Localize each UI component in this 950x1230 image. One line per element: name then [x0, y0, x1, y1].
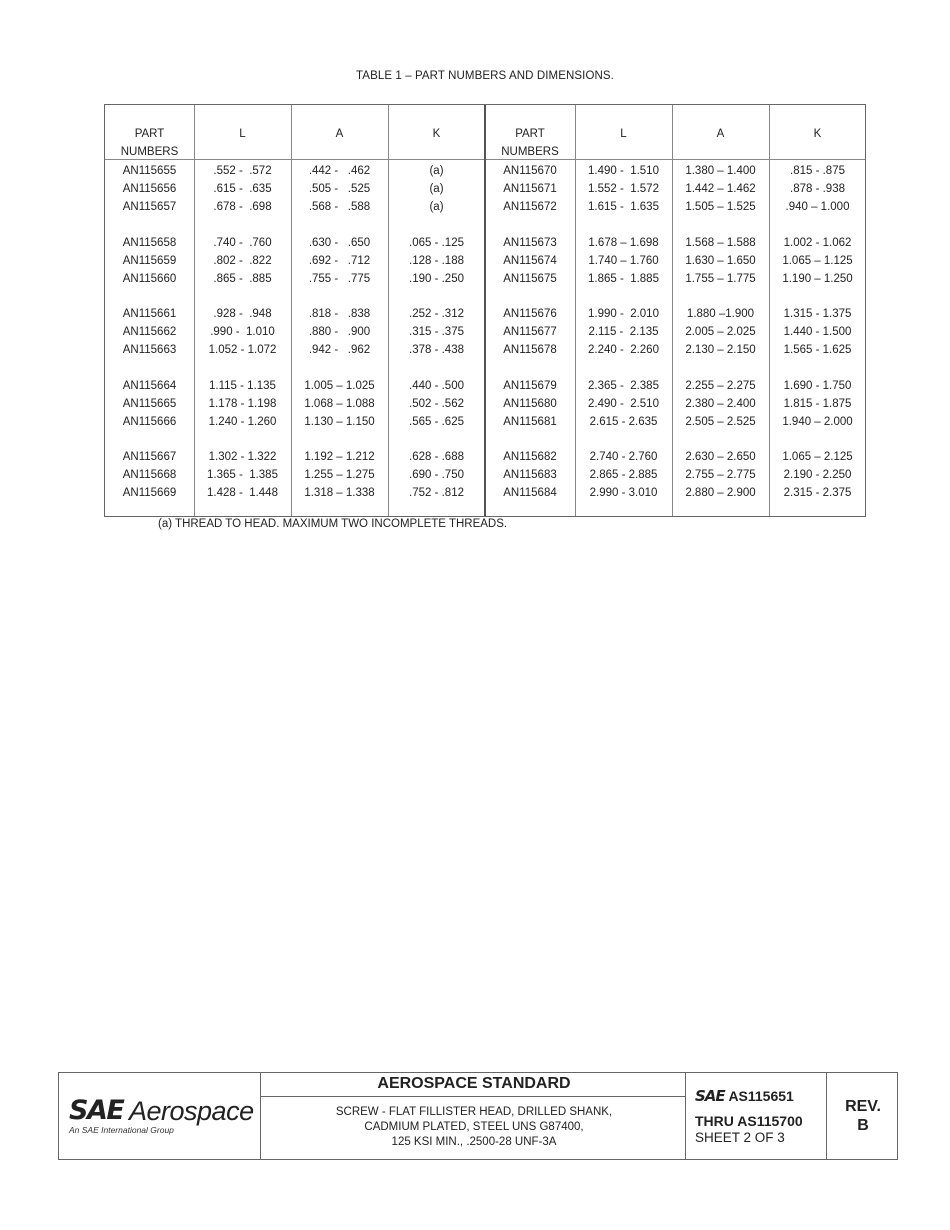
dimension-cell: 2.880 – 2.900: [685, 487, 756, 499]
dimension-cell: .940 – 1.000: [785, 201, 850, 213]
part-number-cell: AN115670: [503, 165, 557, 177]
dimension-cell: 1.815 - 1.875: [783, 397, 852, 410]
dimension-cell: .505 - .525: [308, 183, 371, 195]
dimension-cell: 1.690 - 1.750: [783, 379, 852, 392]
description-line: 125 KSI MIN., .2500-28 UNF-3A: [391, 1136, 557, 1148]
title-block: [58, 1072, 898, 1160]
revision-block: [827, 1097, 899, 1135]
dimension-cell: 2.505 – 2.525: [685, 415, 756, 428]
dimension-cell: 1.005 – 1.025: [304, 379, 375, 392]
part-description: [261, 1105, 687, 1150]
dimension-cell: 2.865 - 2.885: [589, 469, 658, 481]
dimension-cell: 1.630 – 1.650: [685, 254, 756, 267]
dimension-cell: .252 - .312: [409, 308, 464, 320]
dimension-cell: 2.615 - 2.635: [589, 415, 658, 428]
column-header: L: [239, 128, 246, 140]
part-number-cell: AN115656: [122, 183, 177, 195]
dimension-cell: 1.490 - 1.510: [588, 165, 659, 177]
dimension-cell: 1.740 – 1.760: [588, 254, 659, 267]
dimension-cell: .802 - .822: [213, 254, 272, 267]
dimension-cell: .440 - .500: [409, 379, 464, 392]
dimension-cell: .565 - .625: [409, 415, 464, 428]
dimension-cell: .315 - .375: [409, 326, 464, 338]
dimension-cell: 1.615 - 1.635: [588, 201, 659, 213]
dimension-cell: 1.255 – 1.275: [304, 469, 375, 481]
rev-label: REV.: [845, 1098, 881, 1115]
dimension-cell: (a): [429, 183, 444, 195]
part-number-cell: AN115681: [503, 415, 557, 428]
column-header: K: [432, 128, 441, 140]
part-number-cell: AN115678: [503, 344, 557, 356]
dimension-cell: 1.318 – 1.338: [304, 487, 375, 499]
doc-sae-mark: SAE: [695, 1087, 725, 1105]
dimension-cell: 1.442 – 1.462: [685, 183, 756, 195]
dimension-cell: .190 - .250: [409, 272, 464, 285]
logo-aerospace-text: Aerospace: [129, 1096, 254, 1126]
dimension-cell: .818 - .838: [308, 308, 371, 320]
description-line: CADMIUM PLATED, STEEL UNS G87400,: [364, 1121, 584, 1133]
dimension-cell: 1.565 - 1.625: [783, 344, 852, 356]
dimension-cell: 2.365 - 2.385: [588, 379, 659, 392]
dimension-cell: .690 - .750: [409, 469, 464, 481]
part-number-cell: AN115659: [122, 254, 177, 267]
part-number-cell: AN115663: [122, 344, 177, 356]
dimension-cell: 1.440 - 1.500: [783, 326, 852, 338]
part-number-cell: AN115673: [503, 236, 557, 249]
dimension-cell: 1.568 – 1.588: [685, 236, 756, 249]
dimension-cell: 1.365 - 1.385: [207, 469, 278, 481]
dimension-cell: 1.115 - 1.135: [209, 379, 276, 392]
dimension-cell: 1.192 – 1.212: [304, 451, 375, 463]
part-number-cell: AN115664: [122, 379, 177, 392]
dimension-cell: .878 - .938: [790, 183, 845, 195]
dimension-cell: 2.240 - 2.260: [588, 344, 659, 356]
part-number-cell: AN115668: [122, 469, 177, 481]
dimension-cell: 2.315 - 2.375: [783, 487, 852, 499]
dimension-cell: 1.065 – 2.125: [782, 451, 853, 463]
sheet-number: SHEET 2 OF 3: [695, 1130, 785, 1145]
dimension-cell: 2.130 – 2.150: [685, 344, 756, 356]
dimension-cell: 2.755 – 2.775: [685, 469, 756, 481]
dimension-cell: (a): [429, 201, 444, 213]
dimension-cell: 2.990 - 3.010: [589, 487, 658, 499]
dimension-cell: 1.052 - 1.072: [208, 344, 277, 356]
standard-title: AEROSPACE STANDARD: [377, 1075, 571, 1092]
dimension-cell: 1.178 - 1.198: [208, 397, 277, 410]
dimension-cell: 1.865 - 1.885: [588, 272, 659, 285]
dimension-cell: (a): [429, 165, 444, 177]
dimension-cell: 2.630 – 2.650: [685, 451, 756, 463]
dimension-cell: .880 - .900: [308, 326, 371, 338]
dimension-cell: 1.380 – 1.400: [685, 165, 756, 177]
dimension-cell: 1.990 - 2.010: [588, 308, 659, 320]
dimensions-table: [104, 104, 866, 517]
dimension-cell: .740 - .760: [213, 236, 272, 249]
dimension-cell: 1.755 – 1.775: [685, 272, 756, 285]
dimension-cell: 1.940 – 2.000: [782, 415, 853, 428]
part-number-cell: AN115667: [122, 451, 177, 463]
dimension-cell: .615 - .635: [213, 183, 272, 195]
part-number-cell: AN115666: [122, 415, 177, 428]
part-number-cell: AN115665: [122, 397, 177, 410]
sae-aerospace-logo: [69, 1095, 254, 1141]
part-number-cell: AN115679: [503, 379, 557, 392]
dimension-cell: .990 - 1.010: [210, 326, 275, 338]
part-number-cell: AN115657: [122, 201, 177, 213]
dimension-cell: 1.678 – 1.698: [588, 236, 659, 249]
dimension-cell: .865 - .885: [213, 272, 272, 285]
column-header: K: [813, 128, 822, 140]
dimension-cell: 1.315 - 1.375: [783, 308, 852, 320]
dimension-cell: .502 - .562: [409, 397, 464, 410]
dimension-cell: .378 - .438: [409, 344, 464, 356]
part-number-cell: AN115669: [122, 487, 177, 499]
rev-value: B: [857, 1117, 869, 1134]
dimension-cell: 2.255 – 2.275: [685, 379, 756, 392]
dimension-cell: 1.190 – 1.250: [782, 272, 853, 285]
dimension-cell: 1.552 - 1.572: [588, 183, 659, 195]
dimension-cell: 1.505 – 1.525: [685, 201, 756, 213]
dimension-cell: 1.065 – 1.125: [782, 254, 853, 267]
column-header: L: [620, 128, 627, 140]
part-number-cell: AN115684: [503, 487, 557, 499]
column-header: PART NUMBERS: [120, 128, 179, 158]
part-number-cell: AN115662: [122, 326, 177, 338]
dimension-cell: 2.490 - 2.510: [588, 397, 659, 410]
doc-number-text: AS115651: [728, 1088, 794, 1104]
part-number-cell: AN115676: [503, 308, 557, 320]
dimension-cell: 2.740 - 2.760: [589, 451, 658, 463]
title-block-divider: [260, 1096, 686, 1097]
table-title: TABLE 1 – PART NUMBERS AND DIMENSIONS.: [356, 70, 614, 82]
dimension-cell: .128 - .188: [409, 254, 464, 267]
logo-subtitle: An SAE International Group: [69, 1125, 174, 1135]
dimension-cell: .678 - .698: [213, 201, 272, 213]
dimension-cell: .552 - .572: [213, 165, 272, 177]
dimension-cell: .065 - .125: [409, 236, 464, 249]
dimension-cell: .942 - .962: [308, 344, 371, 356]
part-number-cell: AN115677: [503, 326, 557, 338]
logo-sae-text: SAE: [69, 1095, 124, 1126]
dimension-cell: 2.190 - 2.250: [783, 469, 852, 481]
part-number-cell: AN115658: [122, 236, 177, 249]
dimension-cell: .815 - .875: [790, 165, 845, 177]
dimension-cell: 2.115 - 2.135: [588, 326, 659, 338]
part-number-cell: AN115675: [503, 272, 557, 285]
dimension-cell: 1.880 –1.900: [686, 308, 755, 320]
dimension-cell: 2.005 – 2.025: [685, 326, 756, 338]
part-number-cell: AN115682: [503, 451, 557, 463]
dimension-cell: 1.302 - 1.322: [208, 451, 277, 463]
table-footnote: (a) THREAD TO HEAD. MAXIMUM TWO INCOMPLETE THREADS.: [158, 518, 508, 530]
dimension-cell: 1.428 - 1.448: [207, 487, 278, 499]
document-number: [695, 1087, 794, 1105]
column-header: A: [335, 128, 344, 140]
part-number-cell: AN115672: [503, 201, 557, 213]
description-line: SCREW - FLAT FILLISTER HEAD, DRILLED SHANK,: [335, 1106, 613, 1118]
part-number-cell: AN115660: [122, 272, 177, 285]
dimension-cell: 2.380 – 2.400: [685, 397, 756, 410]
dimension-cell: .692 - .712: [308, 254, 371, 267]
dimension-cell: .628 - .688: [409, 451, 464, 463]
dimension-cell: .928 - .948: [213, 308, 272, 320]
part-number-cell: AN115661: [122, 308, 177, 320]
part-number-cell: AN115655: [122, 165, 177, 177]
part-number-cell: AN115680: [503, 397, 557, 410]
column-header: PART NUMBERS: [501, 128, 559, 158]
dimension-cell: .752 - .812: [409, 487, 464, 499]
dimension-cell: .442 - .462: [308, 165, 371, 177]
dimension-cell: 1.130 – 1.150: [304, 415, 375, 428]
dimension-cell: 1.002 - 1.062: [783, 236, 852, 249]
dimension-cell: 1.240 - 1.260: [208, 415, 277, 428]
column-header: A: [716, 128, 725, 140]
part-number-cell: AN115674: [503, 254, 557, 267]
dimension-cell: .755 - .775: [308, 272, 371, 285]
dimension-cell: .568 - .588: [308, 201, 371, 213]
dimension-cell: 1.068 – 1.088: [304, 397, 375, 410]
part-number-cell: AN115683: [503, 469, 557, 481]
dimension-cell: .630 - .650: [308, 236, 371, 249]
part-number-cell: AN115671: [503, 183, 557, 195]
doc-thru: THRU AS115700: [695, 1113, 803, 1129]
